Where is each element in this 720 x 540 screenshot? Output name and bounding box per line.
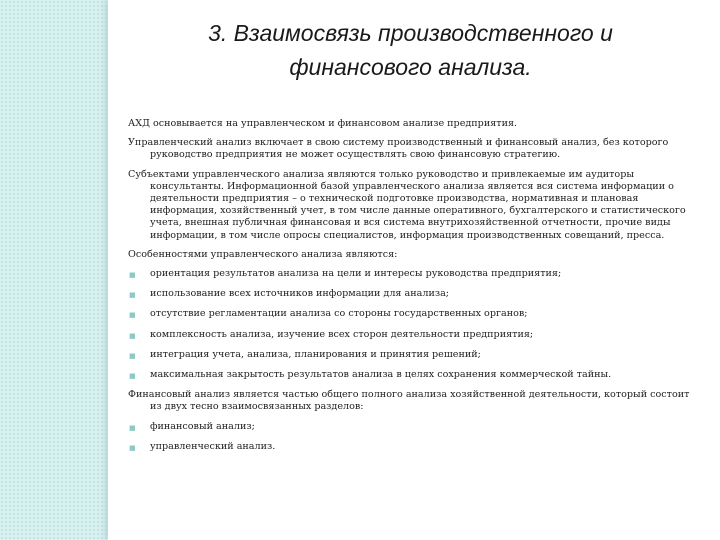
bullet-icon: ■	[129, 291, 136, 300]
bullet-icon: ■	[129, 443, 136, 452]
paragraph-2: Управленческий анализ включает в свою систему производственный и финансовый анализ, без которого руководство предприятия не может осуществлять свою финансовую стратегию.	[128, 137, 669, 161]
decorative-side-band	[0, 0, 118, 540]
bullet-icon: ■	[129, 351, 136, 360]
list-item: ■ комплексность анализа, изучение всех сторон деятельности предприятия;	[128, 329, 696, 341]
list-item: ■ отсутствие регламентации анализа со стороны государственных органов;	[128, 308, 696, 320]
list-item: ■ ориентация результатов анализа на цели и интересы руководства предприятия;	[128, 268, 696, 280]
sections-list	[128, 421, 696, 453]
title-line-2: финансового анализа.	[289, 54, 532, 80]
paragraph-3: Субъектами управленческого анализа являются только руководство и привлекаемые им аудиторы консультанты. Информационной базой управленческого анализа является вся система информации о деятельности предприятия – о технической подготовке производства, нормативная и плановая информация, хозяйственный учет, в том числе данные оперативного, бухгалтерского и статистического учета, внешная публичная финансовая и вся система внутрихозяйственной отчетности, прочие виды информации, в том числе опросы специалистов, информация производственных совещаний, пресса.	[128, 168, 686, 241]
bullet-icon: ■	[129, 372, 136, 381]
paragraph-1: АХД основывается на управленческом и финансовом анализе предприятия.	[128, 118, 518, 129]
paragraph-5: Финансовый анализ является частью общего полного анализа хозяйственной деятельности, который состоит из двух тесно взаимосвязанных разделов:	[128, 389, 690, 413]
bullet-icon: ■	[129, 423, 136, 432]
list-item: ■ использование всех источников информации для анализа;	[128, 288, 696, 300]
title-line-1: 3. Взаимосвязь производственного и	[208, 20, 613, 46]
bullet-icon: ■	[129, 331, 136, 340]
list-item: ■ управленческий анализ.	[128, 441, 696, 453]
paragraph-4: Особенностями управленческого анализа являются:	[128, 248, 398, 260]
list-item: ■ максимальная закрытость результатов анализа в целях сохранения коммерческой тайны.	[128, 369, 696, 381]
slide-title	[118, 16, 703, 84]
list-item: ■ финансовый анализ;	[128, 421, 696, 433]
features-list	[128, 268, 696, 381]
bullet-icon: ■	[129, 311, 136, 320]
bullet-icon: ■	[129, 271, 136, 280]
list-item: ■ интеграция учета, анализа, планирования и принятия решений;	[128, 349, 696, 361]
slide-content	[128, 118, 696, 461]
